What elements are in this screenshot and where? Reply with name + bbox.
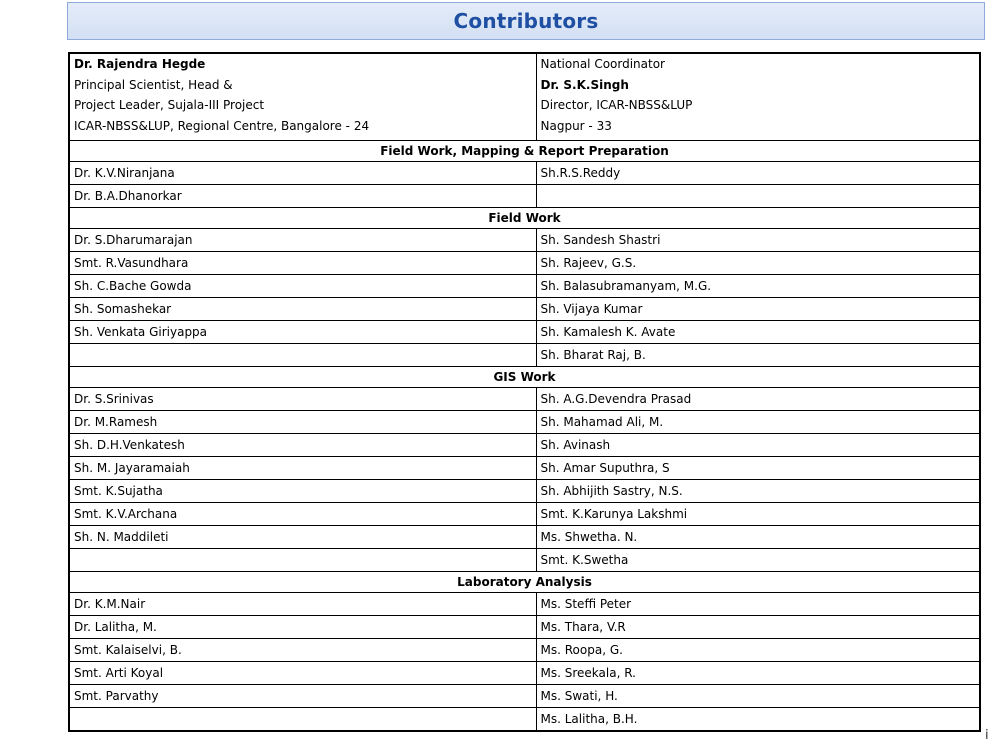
contributor-left: Sh. D.H.Venkatesh: [69, 434, 536, 457]
contributor-right: Sh. Vijaya Kumar: [536, 298, 980, 321]
leader-designation: Principal Scientist, Head &: [74, 77, 233, 92]
table-row: [69, 388, 980, 411]
contributor-left: Dr. Lalitha, M.: [69, 616, 536, 639]
contributor-left: Smt. K.V.Archana: [69, 503, 536, 526]
table-row: [69, 321, 980, 344]
table-row: [69, 229, 980, 252]
contributor-left: Dr. S.Srinivas: [69, 388, 536, 411]
contributor-right: Sh. Sandesh Shastri: [536, 229, 980, 252]
table-row: [69, 549, 980, 572]
table-row: [69, 185, 980, 208]
contributor-left: Smt. Arti Koyal: [69, 662, 536, 685]
contributor-right: Ms. Swati, H.: [536, 685, 980, 708]
table-row: [69, 411, 980, 434]
contributor-right: Sh. Amar Suputhra, S: [536, 457, 980, 480]
contributor-right: Sh. Balasubramanyam, M.G.: [536, 275, 980, 298]
page-title: Contributors: [453, 9, 599, 33]
title-bar: [67, 2, 985, 40]
contributor-right: Smt. K.Swetha: [536, 549, 980, 572]
section-heading: Field Work: [69, 208, 980, 229]
contributor-left: Sh. Somashekar: [69, 298, 536, 321]
contributor-right: Ms. Roopa, G.: [536, 639, 980, 662]
contributor-right: Smt. K.Karunya Lakshmi: [536, 503, 980, 526]
contributor-left: Smt. K.Sujatha: [69, 480, 536, 503]
table-row: [69, 298, 980, 321]
contributor-left: Dr. K.V.Niranjana: [69, 162, 536, 185]
coordinator-name: Dr. S.K.Singh: [540, 77, 629, 92]
contributor-right: Sh. Bharat Raj, B.: [536, 344, 980, 367]
coordinator-row: [69, 53, 980, 141]
page-marker: i: [985, 728, 989, 743]
contributor-left: Dr. M.Ramesh: [69, 411, 536, 434]
table-row: [69, 639, 980, 662]
contributor-right: Sh. Mahamad Ali, M.: [536, 411, 980, 434]
contributor-right: Ms. Sreekala, R.: [536, 662, 980, 685]
table-row: [69, 526, 980, 549]
contributor-left: Dr. B.A.Dhanorkar: [69, 185, 536, 208]
section-header-row: [69, 141, 980, 162]
contributor-right: Sh. A.G.Devendra Prasad: [536, 388, 980, 411]
contributor-right: [536, 185, 980, 208]
leader-name: Dr. Rajendra Hegde: [74, 57, 206, 71]
contributor-left: Sh. N. Maddileti: [69, 526, 536, 549]
contributor-right: Ms. Shwetha. N.: [536, 526, 980, 549]
contributor-right: Ms. Steffi Peter: [536, 593, 980, 616]
section-header-row: [69, 367, 980, 388]
contributor-right: Sh. Kamalesh K. Avate: [536, 321, 980, 344]
contributor-left: Smt. R.Vasundhara: [69, 252, 536, 275]
contributor-right: Sh. Avinash: [536, 434, 980, 457]
contributor-left: Smt. Kalaiselvi, B.: [69, 639, 536, 662]
section-header-row: [69, 572, 980, 593]
section-heading: Laboratory Analysis: [69, 572, 980, 593]
table-row: [69, 434, 980, 457]
coordinator-location: Nagpur - 33: [540, 118, 612, 133]
section-heading: GIS Work: [69, 367, 980, 388]
contributor-left: [69, 344, 536, 367]
contributor-right: Ms. Thara, V.R: [536, 616, 980, 639]
table-row: [69, 593, 980, 616]
national-coordinator-cell: [536, 53, 980, 141]
leader-project: Project Leader, Sujala-III Project: [74, 98, 265, 112]
table-row: [69, 275, 980, 298]
contributor-left: Dr. K.M.Nair: [69, 593, 536, 616]
contributor-right: Sh. Abhijith Sastry, N.S.: [536, 480, 980, 503]
table-row: [69, 503, 980, 526]
table-row: [69, 685, 980, 708]
contributor-left: Sh. M. Jayaramaiah: [69, 457, 536, 480]
table-row: [69, 708, 980, 731]
coordinator-designation: Director, ICAR-NBSS&LUP: [540, 98, 693, 112]
table-row: [69, 252, 980, 275]
coordinator-role: National Coordinator: [540, 57, 665, 71]
table-row: [69, 457, 980, 480]
table-row: [69, 344, 980, 367]
contributor-right: Sh. Rajeev, G.S.: [536, 252, 980, 275]
table-row: [69, 616, 980, 639]
leader-institution: ICAR-NBSS&LUP, Regional Centre, Bangalore - 24: [74, 118, 370, 133]
table-row: [69, 162, 980, 185]
section-heading: Field Work, Mapping & Report Preparation: [69, 141, 980, 162]
section-header-row: [69, 208, 980, 229]
contributor-right: Sh.R.S.Reddy: [536, 162, 980, 185]
contributor-left: Smt. Parvathy: [69, 685, 536, 708]
project-leader-cell: [69, 53, 536, 141]
contributor-left: [69, 549, 536, 572]
contributor-left: Sh. Venkata Giriyappa: [69, 321, 536, 344]
contributors-table: [68, 52, 981, 732]
table-row: [69, 662, 980, 685]
contributor-right: Ms. Lalitha, B.H.: [536, 708, 980, 731]
contributor-left: Dr. S.Dharumarajan: [69, 229, 536, 252]
contributor-left: Sh. C.Bache Gowda: [69, 275, 536, 298]
table-row: [69, 480, 980, 503]
contributor-left: [69, 708, 536, 731]
